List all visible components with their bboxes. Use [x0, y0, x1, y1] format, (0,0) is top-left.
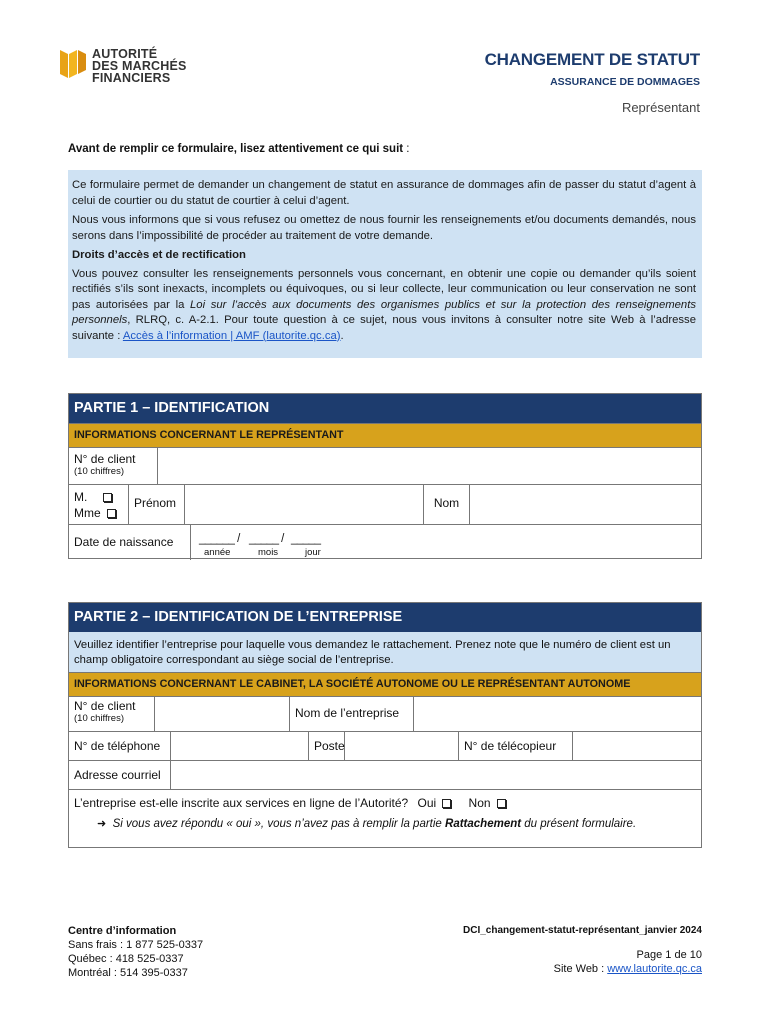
month-label: mois — [258, 547, 279, 558]
mr-checkbox[interactable] — [103, 493, 112, 502]
birth-date-label: Date de naissance — [74, 535, 174, 549]
part1-title: PARTIE 1 – IDENTIFICATION — [69, 394, 701, 423]
yes-checkbox[interactable] — [442, 799, 451, 808]
mr-option[interactable] — [74, 489, 123, 505]
rights-title: Droits d’accès et de rectification — [72, 249, 246, 261]
amf-logo — [60, 48, 187, 84]
footer-site-link[interactable]: www.lautorite.qc.ca — [607, 963, 702, 975]
footer-website — [463, 962, 702, 976]
question-text: L’entreprise est-elle inscrite aux services en ligne de l’Autorité? — [74, 796, 409, 810]
lastname-label-cell — [424, 485, 470, 524]
title-block — [485, 50, 700, 115]
title-choice-cell — [69, 485, 129, 524]
phone-label: N° de téléphone — [74, 739, 161, 753]
part2-title: PARTIE 2 – IDENTIFICATION DE L’ENTREPRISE — [69, 603, 701, 632]
company-client-hint: (10 chiffres) — [74, 713, 124, 724]
company-name-label-cell — [290, 697, 414, 731]
ext-field[interactable] — [345, 732, 459, 760]
access-info-link[interactable]: Accès à l’information | AMF (lautorite.qc.ca) — [122, 329, 341, 342]
law-title: Loi sur l’accès aux documents des organismes publics et sur la protection des renseignements personnels — [72, 298, 696, 326]
part1-subtitle: INFORMATIONS CONCERNANT LE REPRÉSENTANT — [69, 423, 701, 447]
company-name-field[interactable] — [414, 697, 701, 731]
note-text-a: Si vous avez répondu « oui », vous n’avez pas à remplir la partie — [112, 818, 446, 830]
amf-logo-text — [92, 48, 187, 84]
part2-question-row — [69, 789, 701, 837]
footer-contact — [68, 924, 203, 980]
birth-day-blank: _____ — [291, 533, 321, 545]
lastname-label: Nom — [433, 496, 460, 510]
footer-quebec: Québec : 418 525-0337 — [68, 953, 184, 965]
part1-birth-row — [69, 524, 701, 560]
client-number-label-cell — [69, 448, 158, 484]
footer-page-number: Page 1 de 10 — [636, 949, 702, 961]
email-field[interactable] — [171, 761, 701, 789]
page-header — [0, 0, 770, 120]
no-checkbox[interactable] — [497, 799, 506, 808]
part2-description: Veuillez identifier l’entreprise pour laquelle vous demandez le rattachement. Prenez note que le numéro de client est un champ obligatoire correspondant au siège social de l’entreprise. — [69, 632, 701, 672]
birth-label-cell — [69, 525, 191, 560]
intro-heading — [68, 143, 409, 155]
footer-center-title: Centre d’information — [68, 925, 177, 937]
document-role: Représentant — [621, 100, 700, 115]
company-client-label: N° de client — [74, 699, 136, 713]
birth-year-blank: ______ / — [199, 533, 240, 545]
info-paragraph-1: Ce formulaire permet de demander un changement de statut en assurance de dommages afin de passer du statut d’agent à celui de courtier ou du statut de courtier à celui d’agent. — [72, 179, 696, 207]
email-label-cell — [69, 761, 171, 789]
part2-email-row — [69, 760, 701, 789]
info-paragraph-2: Nous vous informons que si vous refusez ou omettez de nous fournir les renseignements et/ou documents demandés, nous serons dans l’impossibilité de procéder au traitement de votre demande. — [72, 214, 696, 242]
intro-heading-text: Avant de remplir ce formulaire, lisez attentivement ce qui suit — [68, 143, 404, 155]
online-services-question — [74, 796, 506, 810]
note-text-b: du présent formulaire. — [521, 818, 637, 830]
logo-line-3: FINANCIERS — [92, 71, 171, 85]
rights-text-b: , RLRQ, c. A-2.1. Pour toute question à ce sujet, nous vous invitons à consulter notre site Web à l’adresse suivante : — [72, 314, 696, 342]
amf-logo-mark-icon — [60, 48, 86, 82]
client-number-field[interactable] — [158, 448, 701, 484]
mr-label: M. — [74, 490, 88, 504]
footer-tollfree: Sans frais : 1 877 525-0337 — [68, 939, 204, 951]
company-name-label: Nom de l’entreprise — [295, 706, 400, 720]
firstname-label-cell — [129, 485, 185, 524]
client-number-label: N° de client — [74, 452, 136, 466]
logo-line-1: AUTORITÉ — [92, 47, 158, 61]
mrs-label: Mme — [74, 506, 101, 520]
fax-label: N° de télécopieur — [464, 739, 557, 753]
info-box — [68, 170, 702, 358]
firstname-label: Prénom — [134, 496, 177, 510]
document-title: CHANGEMENT DE STATUT — [484, 50, 700, 69]
company-client-field[interactable] — [155, 697, 290, 731]
note-bold: Rattachement — [445, 818, 522, 830]
document-subtitle: ASSURANCE DE DOMMAGES — [550, 76, 700, 88]
part1-name-row — [69, 484, 701, 524]
phone-field[interactable] — [171, 732, 309, 760]
firstname-field[interactable] — [185, 485, 424, 524]
birth-date-field[interactable] — [191, 525, 701, 560]
year-label: année — [204, 547, 231, 558]
rights-text-end: . — [340, 329, 344, 342]
no-label: Non — [468, 796, 491, 810]
logo-line-2: DES MARCHÉS — [92, 59, 187, 73]
arrow-right-icon: ➜ — [97, 818, 107, 830]
ext-label-cell — [309, 732, 345, 760]
part1-section — [68, 393, 702, 559]
day-label: jour — [305, 547, 321, 558]
yes-label: Oui — [417, 796, 437, 810]
mrs-checkbox[interactable] — [107, 509, 116, 518]
footer-montreal: Montréal : 514 395-0337 — [68, 967, 188, 979]
phone-label-cell — [69, 732, 171, 760]
part2-phone-row — [69, 731, 701, 760]
fax-field[interactable] — [573, 732, 701, 760]
ext-label: Poste — [314, 739, 345, 753]
online-services-note — [97, 817, 636, 830]
birth-month-blank: _____ / — [249, 533, 284, 545]
part2-subtitle: INFORMATIONS CONCERNANT LE CABINET, LA SOCIÉTÉ AUTONOME OU LE REPRÉSENTANT AUTONOME — [69, 672, 701, 696]
footer-site-label: Site Web : — [553, 963, 608, 975]
part2-client-row — [69, 696, 701, 731]
client-number-hint: (10 chiffres) — [74, 466, 124, 477]
part1-client-row — [69, 447, 701, 484]
mrs-option[interactable] — [74, 505, 123, 521]
info-paragraph-3 — [72, 267, 696, 345]
email-label: Adresse courriel — [74, 768, 161, 782]
company-client-label-cell — [69, 697, 155, 731]
footer-document-info — [463, 924, 702, 976]
footer-filename: DCI_changement-statut-représentant_janvier 2024 — [463, 925, 702, 936]
lastname-field[interactable] — [470, 485, 701, 524]
rights-text-a: Vous pouvez consulter les renseignements personnels vous concernant, en obtenir une copie ou demander qu’ils soient rectifiés s’ils sont inexacts, incomplets ou équivoques, ou si leur collecte, leur communication ou leur conservation ne sont pas autorisées par la — [72, 267, 696, 311]
part2-section — [68, 602, 702, 848]
intro-heading-suffix: : — [403, 143, 410, 155]
fax-label-cell — [459, 732, 573, 760]
